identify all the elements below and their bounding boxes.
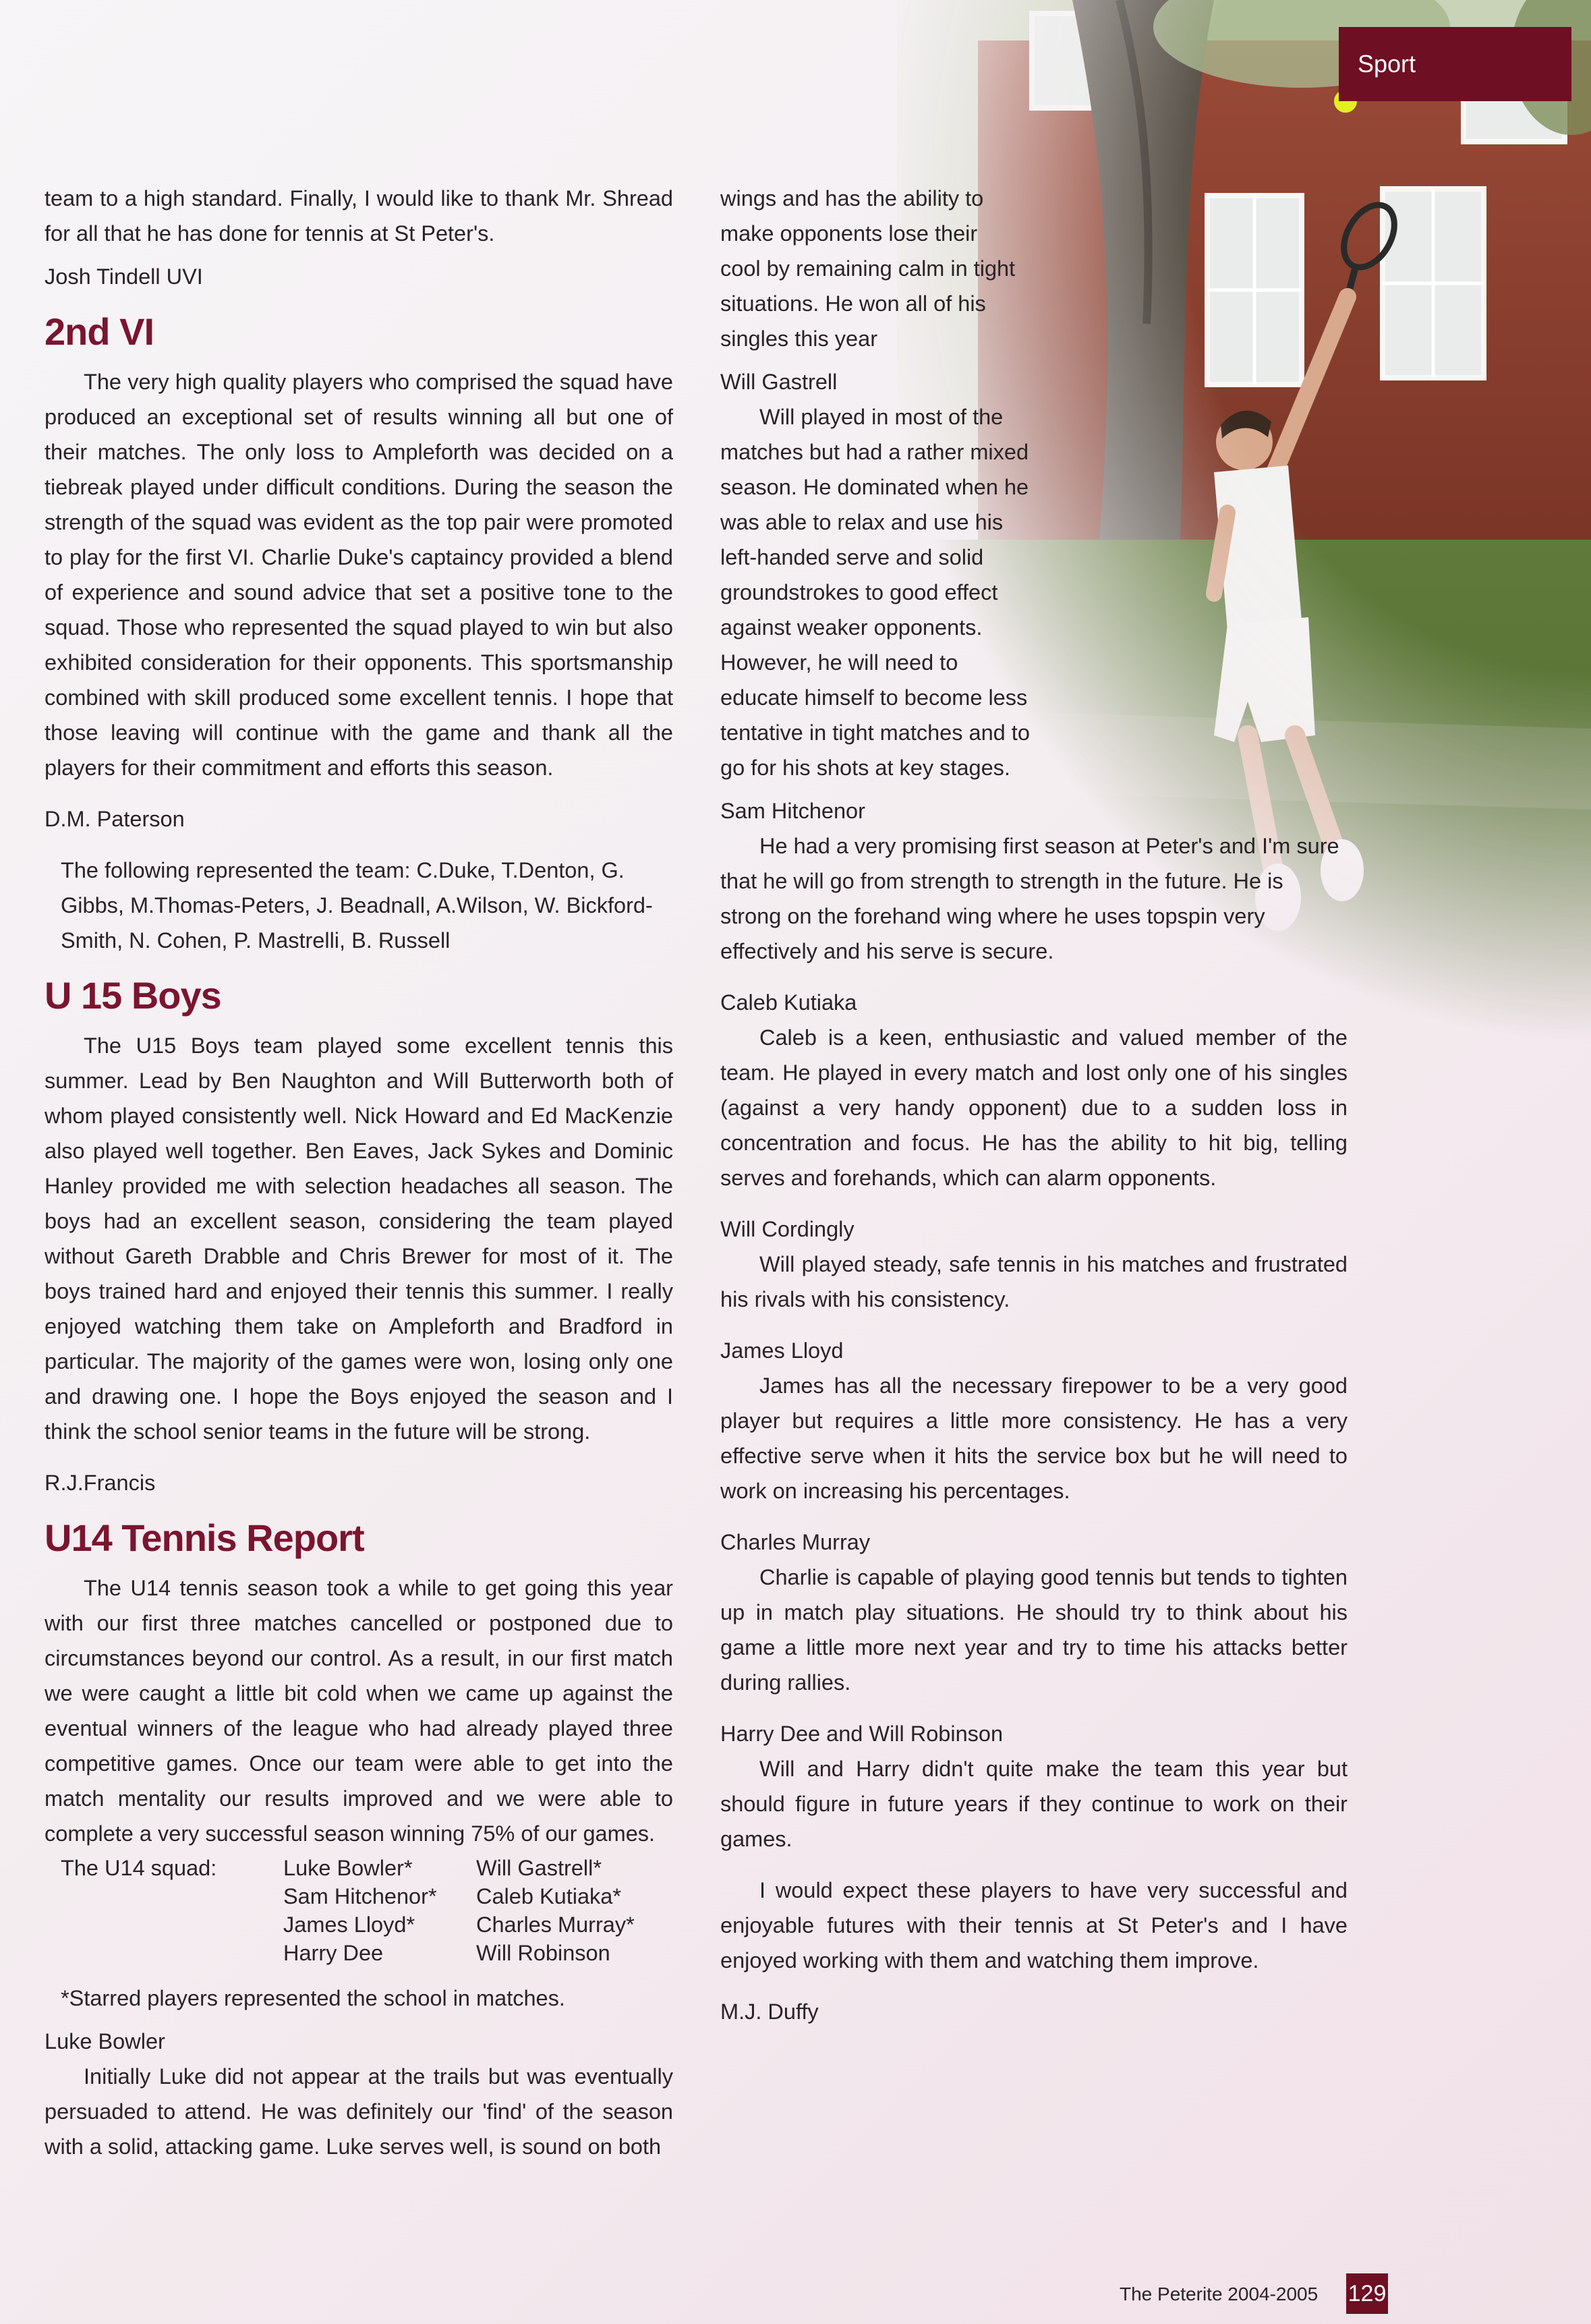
player-name-will-cordingly: Will Cordingly	[720, 1217, 855, 1241]
squad-player: Harry Dee	[283, 1941, 384, 1965]
luke-bowler-continued: wings and has the ability to make opponents lose their cool by remaining calm in tight situations. He won all of his singles this year	[720, 186, 1016, 351]
left-column	[45, 181, 673, 2164]
page-number: 129	[1346, 2273, 1388, 2314]
player-name-harry-dee-will-robinson: Harry Dee and Will Robinson	[720, 1722, 1004, 1746]
section-tag: Sport	[1339, 27, 1571, 101]
2nd-vi-body: The very high quality players who comprised the squad have produced an exceptional set of results winning all but one of their matches. The only loss to Ampleforth was decided on a tiebreak played under difficult conditions. During the season the strength of the squad was evident as the top pair were promoted to play for the first VI. Charlie Duke's captaincy provided a blend of experience and sound advice that set a positive tone to the squad. Those who represented the squad played to win but also exhibited consideration for their opponents. This sportsmanship combined with skill produced some excellent tennis. I hope that those leaving will continue with the game and thank all the players for their commitment and efforts this season.	[45, 370, 673, 780]
squad-label: The U14 squad:	[61, 1856, 217, 1880]
heading-u15-boys: U 15 Boys	[45, 974, 221, 1017]
right-column	[720, 181, 1348, 2029]
james-lloyd-body: James has all the necessary firepower to be a very good player but requires a little more consistency. He has a very effective serve when it hits the service box but he will need to work on increasing his percentages.	[720, 1373, 1348, 1503]
squad-column-1	[283, 1854, 476, 1967]
squad-player: Will Gastrell*	[476, 1856, 602, 1880]
footer-publication: The Peterite 2004-2005	[1120, 2284, 1319, 2304]
mid-text-block	[720, 399, 1037, 828]
u15-body: The U15 Boys team played some excellent tennis this summer. Lead by Ben Naughton and Will Butterworth both of whom played consistently well. Nick Howard and Ed MacKenzie also played well together. Ben Eaves, Jack Sykes and Dominic Hanley provided me with selection headaches all season. The boys had an excellent season, considering the team played without Gareth Drabble and Chris Brewer for most of it. The boys trained hard and enjoyed their tennis this summer. I really enjoyed watching them take on Ampleforth and Bradford in particular. The majority of the games were won, losing only one and drawing one. I hope the Boys enjoyed the season and I think the school senior teams in the future will be strong.	[45, 1033, 673, 1444]
squad-player: James Lloyd*	[283, 1912, 415, 1937]
player-name-sam-hitchenor: Sam Hitchenor	[720, 799, 865, 823]
right-signature: M.J. Duffy	[720, 2000, 819, 2024]
heading-u14-tennis-report: U14 Tennis Report	[45, 1517, 364, 1559]
squad-player: Charles Murray*	[476, 1912, 635, 1937]
u14-body: The U14 tennis season took a while to get going this year with our first three matches cancelled or postponed due to circumstances beyond our control. As a result, in our first match we were caught a little bit cold when we came up against the eventual winners of the league who had already played three competitive games. Once our team were able to get into the match mentality our results improved and we were able to complete a very successful season winning 75% of our games.	[45, 1576, 673, 1846]
squad-player: Will Robinson	[476, 1941, 610, 1965]
squad-column-2	[476, 1854, 669, 1967]
player-name-will-gastrell: Will Gastrell	[720, 370, 838, 394]
player-name-caleb-kutiaka: Caleb Kutiaka	[720, 990, 857, 1015]
squad-player: Sam Hitchenor*	[283, 1884, 437, 1908]
narrow-text-block	[720, 181, 1017, 399]
2nd-vi-team-list: The following represented the team: C.Duke, T.Denton, G. Gibbs, M.Thomas-Peters, J. Beadnall, A.Wilson, W. Bickford-Smith, N. Cohen, P. Mastrelli, B. Russell	[61, 858, 653, 953]
harry-dee-body: Will and Harry didn't quite make the team this year but should figure in future years if they continue to work on their games.	[720, 1757, 1348, 1851]
intro-paragraph: team to a high standard. Finally, I would like to thank Mr. Shread for all that he has done for tennis at St Peter's.	[45, 186, 673, 246]
closing-paragraph: I would expect these players to have very successful and enjoyable futures with their tennis at St Peter's and I have enjoyed working with them and watching them improve.	[720, 1878, 1348, 1973]
player-name-charles-murray: Charles Murray	[720, 1530, 871, 1554]
will-gastrell-body: Will played in most of the matches but had a rather mixed season. He dominated when he was able to relax and use his left-handed serve and solid groundstrokes to good effect against weaker opponents. However, he will need to educate himself to become less tentative in tight matches and to go for his shots at key stages.	[720, 405, 1030, 780]
u14-squad-list	[61, 1854, 673, 1967]
charles-murray-body: Charlie is capable of playing good tennis but tends to tighten up in match play situations. He should try to think about his game a little more next year and try to time his attacks better during rallies.	[720, 1565, 1348, 1695]
caleb-kutiaka-body: Caleb is a keen, enthusiastic and valued member of the team. He played in every match and lost only one of his singles (against a very handy opponent) due to a sudden loss in concentration and focus. He has the ability to hit big, telling serves and forehands, which can alarm opponents.	[720, 1025, 1348, 1190]
squad-player: Luke Bowler*	[283, 1856, 413, 1880]
sam-hitchenor-body: He had a very promising first season at Peter's and I'm sure that he will go from strength to strength in the future. He is strong on the forehand wing where he uses topspin very effectively and his serve is secure.	[720, 834, 1339, 963]
luke-bowler-body: Initially Luke did not appear at the trails but was eventually persuaded to attend. He was definitely our 'find' of the season with a solid, attacking game. Luke serves well, is sound on both	[45, 2064, 673, 2159]
squad-player: Caleb Kutiaka*	[476, 1884, 621, 1908]
2nd-vi-signature: D.M. Paterson	[45, 807, 185, 831]
player-name-james-lloyd: James Lloyd	[720, 1338, 844, 1363]
will-cordingly-body: Will played steady, safe tennis in his matches and frustrated his rivals with his consistency.	[720, 1252, 1348, 1311]
squad-note: *Starred players represented the school in matches.	[61, 1986, 565, 2010]
u15-signature: R.J.Francis	[45, 1471, 156, 1495]
intro-signature: Josh Tindell UVI	[45, 264, 203, 289]
player-name-luke-bowler: Luke Bowler	[45, 2029, 165, 2053]
heading-2nd-vi: 2nd VI	[45, 310, 154, 353]
